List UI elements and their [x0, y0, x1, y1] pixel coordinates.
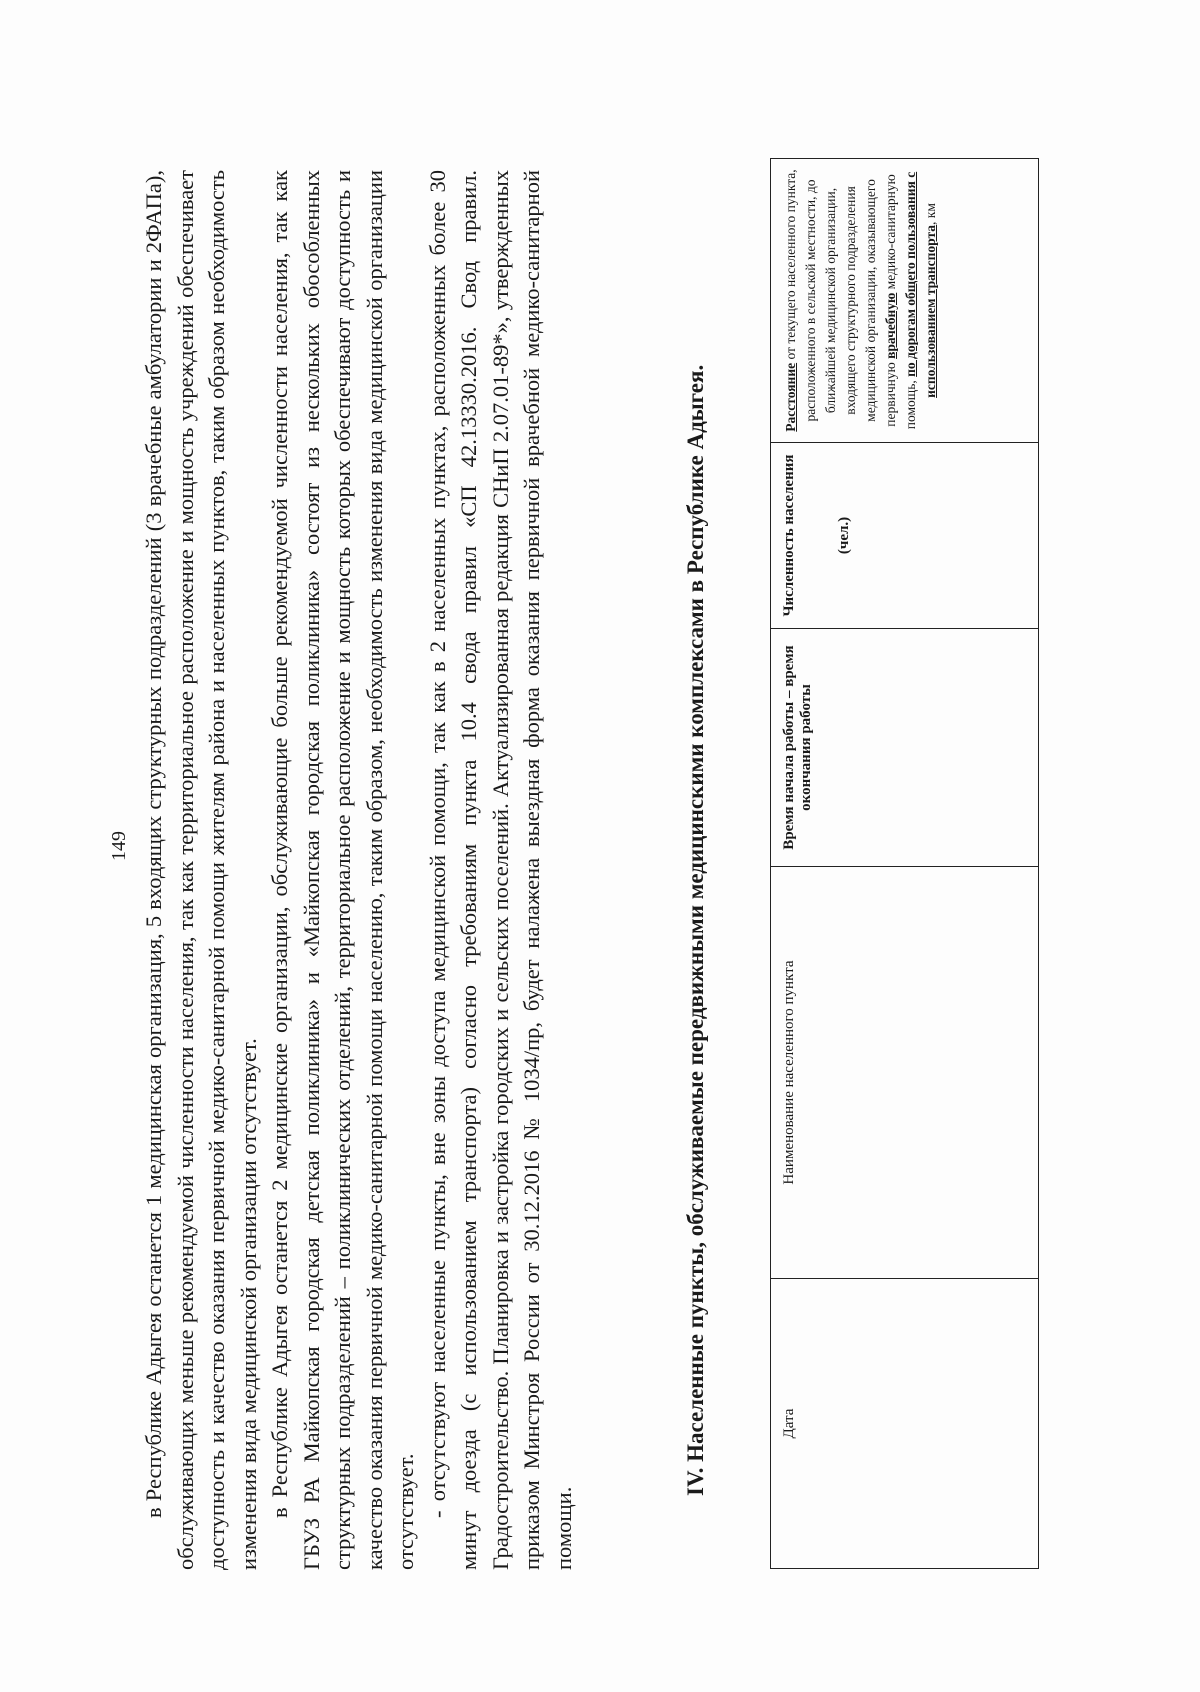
header-population-label: Численность населения — [781, 454, 797, 617]
paragraph-3: - отсутствуют населенные пункты, вне зоны доступа медицинской помощи, так как в 2 населенных пунктах, расположенных более 30 минут доезда (с использованием транспорта) согласно требованиям пункта 10.4 свода правил «СП 42.13330.2016. Свод правил. Градостроительство. Планировка и застройка городских и сельских поселений. Актуализированная редакция СНиП 2.07.01-89*», утвержденных приказом Минстроя России от 30.12.2016 № 1034/пр, будет налажена выездная форма оказания первичной врачебной медико-санитарной помощи. — [424, 170, 576, 1570]
distance-unit: , км — [923, 203, 938, 225]
header-distance — [771, 159, 1039, 443]
distance-emphasis-1: врачебную — [883, 292, 898, 359]
distance-text-2: медико-санитарную помощь, — [883, 174, 918, 430]
distance-text-1: от текущего населенного пункта, расположенного в сельской местности, до ближайшей медицинской организации, входящего структурного подразделения медицинской организации, оказывающего первичную — [783, 169, 898, 427]
table-header-row — [771, 159, 1039, 1569]
paragraph-1: в Республике Адыгея останется 1 медицинская организация, 5 входящих структурных подразделений (3 врачебные амбулатории и 2ФАПа), обслуживающих меньше рекомендуемой численности населения, так как территориальное расположение и мощность учреждений обеспечивает доступность и качество оказания первичной медико-санитарной помощи жителям района и населенных пунктов, таким образом необходимость изменения вида медицинской организации отсутствует. — [141, 170, 261, 1570]
distance-keyword: Расстояние — [783, 362, 798, 432]
header-work-time: Время начала работы – время окончания работы — [771, 629, 1039, 867]
mobile-complex-table — [770, 158, 1039, 1569]
page-number: 149 — [108, 831, 130, 861]
header-population-unit: (чел.) — [836, 516, 852, 555]
header-date: Дата — [771, 1279, 1039, 1569]
body-text — [138, 170, 579, 1570]
distance-emphasis-2: по дорогам общего пользования с использованием транспорта — [903, 171, 938, 398]
header-settlement-name: Наименование населенного пункта — [771, 867, 1039, 1279]
paragraph-2: в Республике Адыгея останется 2 медицинские организации, обслуживающие больше рекомендуемой численности населения, так как ГБУЗ РА Майкопская городская детская поликлиника» и «Майкопская городская поликлиника» состоят из нескольких обособленных структурных подразделений – поликлинических отделений, территориальное расположение и мощность которых обеспечивают доступность и качество оказания первичной медико-санитарной помощи населению, таким образом, необходимость изменения вида медицинской организации отсутствует. — [267, 170, 418, 1570]
section-heading: IV. Населенные пункты, обслуживаемые передвижными медицинскими комплексами в Республике Адыгея. — [683, 364, 708, 1496]
header-population — [771, 443, 1039, 629]
